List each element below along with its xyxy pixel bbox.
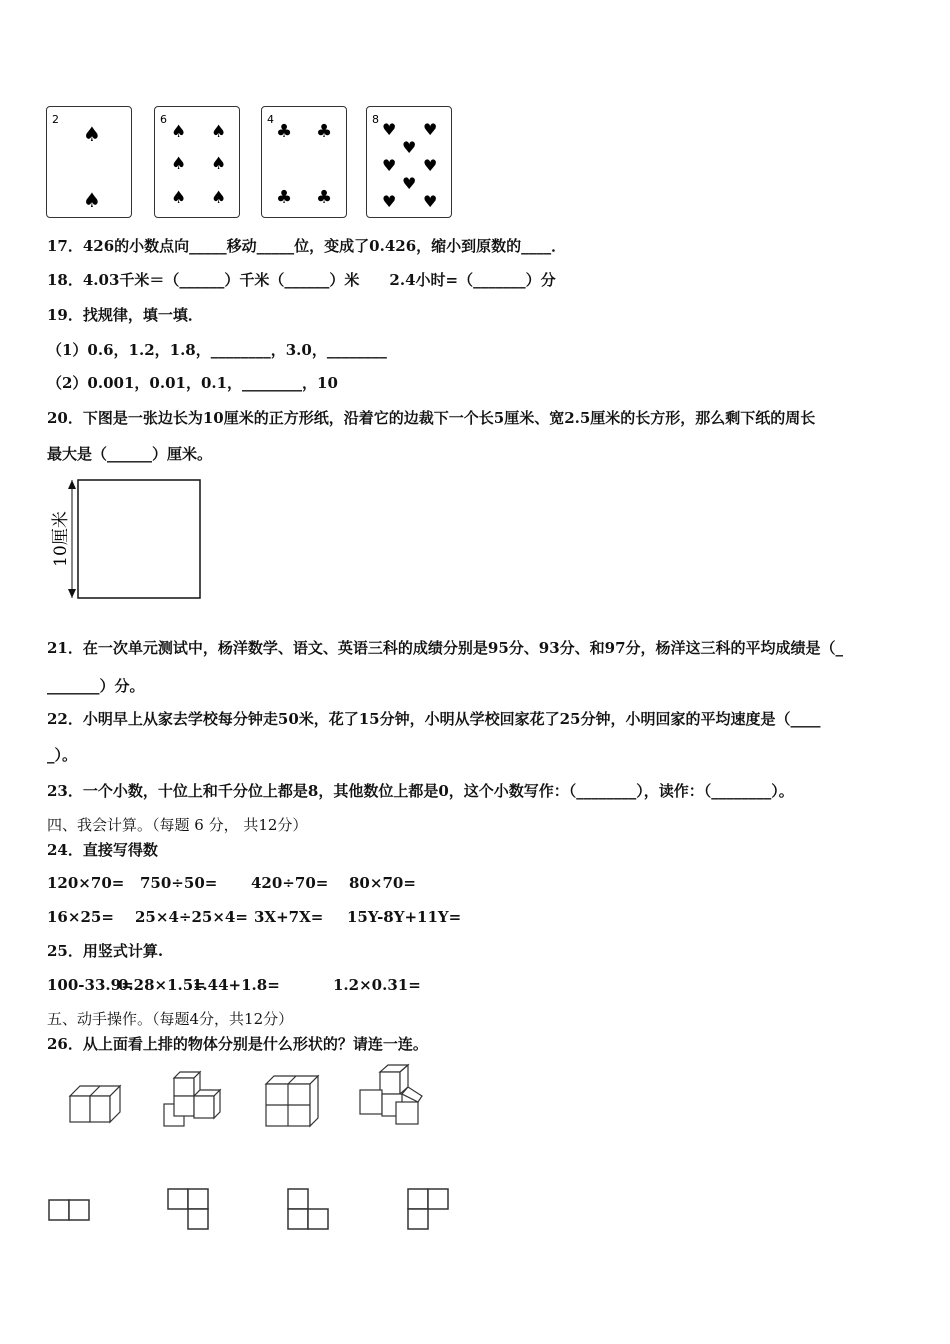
- club-icon: ♣: [276, 121, 293, 142]
- spade-icon: ♠: [211, 122, 227, 142]
- question-23: 23．一个小数，十位上和千分位上都是8，其他数位上都是0，这个小数写作：（________），读作：（________）。: [47, 782, 794, 800]
- cube-stack-3: [262, 1072, 326, 1132]
- calc-item: 3X+7X=: [254, 908, 324, 926]
- heart-icon: ♥: [423, 120, 438, 139]
- heart-icon: ♥: [423, 192, 438, 211]
- section-4-heading: 四、我会计算。（每题 6 分， 共12分）: [47, 816, 308, 834]
- top-view-3: [285, 1186, 333, 1234]
- cube-stack-2: [160, 1070, 226, 1130]
- top-view-2: [165, 1186, 213, 1234]
- calc-item: 25×4÷25×4=: [135, 908, 248, 926]
- calc-item: 120×70=: [47, 874, 125, 892]
- calc-item: 750÷50=: [140, 874, 218, 892]
- card-rank: 4: [267, 113, 274, 126]
- calc-item: 15Y-8Y+11Y=: [347, 908, 462, 926]
- question-25: 25．用竖式计算.: [47, 942, 164, 960]
- square-paper-figure: [47, 476, 207, 604]
- question-19-part-1: （1）0.6，1.2，1.8，________，3.0，________: [47, 341, 387, 359]
- question-26: 26．从上面看上排的物体分别是什么形状的？请连一连。: [47, 1035, 428, 1053]
- top-view-1: [47, 1198, 93, 1224]
- playing-card-4-clubs: [261, 106, 347, 218]
- card-rank: 2: [52, 113, 59, 126]
- club-icon: ♣: [316, 121, 333, 142]
- question-20-line-1: 20．下图是一张边长为10厘米的正方形纸，沿着它的边裁下一个长5厘米、宽2.5厘米的长方形，那么剩下纸的周长: [47, 409, 816, 427]
- question-22-line-2: _）。: [47, 746, 78, 764]
- calc-item: 80×70=: [349, 874, 416, 892]
- heart-icon: ♥: [382, 156, 397, 175]
- spade-icon: ♠: [211, 154, 227, 174]
- spade-icon: ♠: [171, 122, 187, 142]
- card-rank: 8: [372, 113, 379, 126]
- question-19-part-2: （2）0.001，0.01，0.1，________，10: [47, 374, 338, 392]
- calc-item: 100-33.9=: [47, 976, 134, 994]
- heart-icon: ♥: [402, 174, 417, 193]
- playing-card-2-spades: [46, 106, 132, 218]
- heart-icon: ♥: [382, 192, 397, 211]
- section-5-heading: 五、动手操作。（每题4分，共12分）: [47, 1010, 294, 1028]
- question-18: 18．4.03千米＝（______）千米（______）米 2.4小时=（_______）分: [47, 271, 556, 289]
- spade-icon: ♠: [83, 188, 101, 212]
- question-17: 17．426的小数点向_____移动_____位，变成了0.426，缩小到原数的____．: [47, 237, 567, 255]
- cube-stack-1: [66, 1082, 126, 1128]
- spade-icon: ♠: [83, 122, 101, 146]
- calc-item: 1.2×0.31=: [333, 976, 421, 994]
- club-icon: ♣: [316, 187, 333, 208]
- heart-icon: ♥: [423, 156, 438, 175]
- playing-card-8-hearts: [366, 106, 452, 218]
- question-19: 19．找规律，填一填．: [47, 306, 203, 324]
- question-21-line-2: _______）分。: [47, 677, 145, 695]
- question-20-line-2: 最大是（______）厘米。: [47, 445, 213, 463]
- calc-item: 420÷70=: [251, 874, 329, 892]
- cube-stack-4: [356, 1062, 426, 1130]
- question-22-line-1: 22．小明早上从家去学校每分钟走50米，花了15分钟，小明从学校回家花了25分钟，小明回家的平均速度是（____: [47, 710, 821, 728]
- top-view-4: [405, 1186, 453, 1234]
- card-6-spades-art: [155, 107, 239, 217]
- question-21-line-1: 21．在一次单元测试中，杨洋数学、语文、英语三科的成绩分别是95分、93分、和97分，杨洋这三科的平均成绩是（_: [47, 639, 844, 657]
- spade-icon: ♠: [171, 188, 187, 208]
- calc-item: 16×25=: [47, 908, 114, 926]
- card-4-clubs-art: [262, 107, 346, 217]
- card-rank: 6: [160, 113, 167, 126]
- spade-icon: ♠: [171, 154, 187, 174]
- heart-icon: ♥: [402, 138, 417, 157]
- card-8-hearts-art: [367, 107, 451, 217]
- question-24: 24．直接写得数: [47, 841, 158, 859]
- heart-icon: ♥: [382, 120, 397, 139]
- side-length-label: 10厘米: [51, 511, 71, 567]
- card-2-spades-art: [47, 107, 131, 217]
- club-icon: ♣: [276, 187, 293, 208]
- spade-icon: ♠: [211, 188, 227, 208]
- calc-item: 0.28×1.5=: [118, 976, 206, 994]
- playing-card-6-spades: [154, 106, 240, 218]
- calc-item: 1.44+1.8=: [192, 976, 280, 994]
